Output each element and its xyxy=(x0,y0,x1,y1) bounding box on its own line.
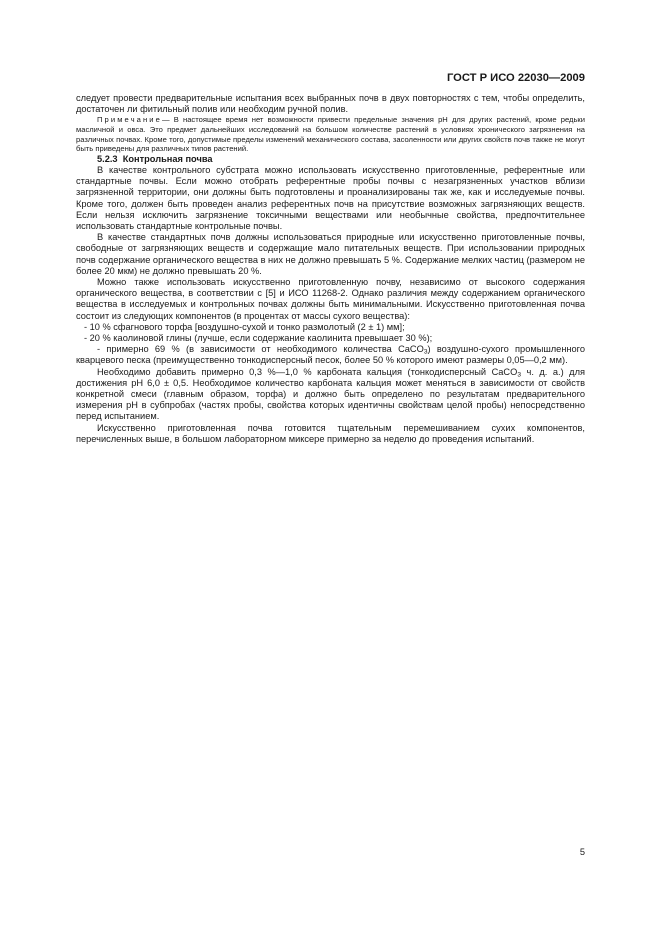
list-item: - 10 % сфагнового торфа [воздушно-сухой и тонко размолотый (2 ± 1) мм]; xyxy=(84,321,405,332)
section-heading xyxy=(76,154,585,165)
subscript: 3 xyxy=(423,348,428,356)
list-item-text: ) воздушно-сухого промышленного кварцевого песка (преимущественно тонкодисперсный песок, более 50 % которого имеют размеры 0,05—0,2 мм). xyxy=(76,344,585,366)
page-content xyxy=(76,93,585,445)
paragraph-text: ч. д. а.) для достижения рН 6,0 ± 0,5. Необходимое количество карбоната кальция может меняться в зависимости от свойств конкретной смеси (главным образом, торфа) и должно быть определено по результатам предварительного измерения рН в субпробах (частях пробы, свойства которых идентичны свойствам целой пробы) непосредственно перед испытанием. xyxy=(76,366,585,422)
note-label: Примечание xyxy=(97,115,162,125)
document-header: ГОСТ Р ИСО 22030—2009 xyxy=(446,72,585,84)
list-item: - 20 % каолиновой глины (лучше, если содержание каолинита превышает 30 %); xyxy=(84,333,433,344)
note-paragraph xyxy=(76,115,585,153)
note-text: — В настоящее время нет возможности привести предельные значения рН для других растений, кроме редьки масличной и овса. Это предмет дальнейших исследований на большом количестве растений в условиях хронического загрязнения на различных почвах. Кроме того, допустимые пределы изменений механического состава, засоленности или других свойств почв также не могут быть приведены для различных типов растений. xyxy=(76,115,585,154)
list-item xyxy=(76,344,585,366)
paragraph: Можно также использовать искусственно приготовленную почву, независимо от высокого содержания органического вещества, в соответствии с [5] и ИСО 11268-2. Однако различия между содержанием органического вещества в исследуемых и контрольных почвах должны быть минимальными. Искусственно приготовленная почва состоит из следующих компонентов (в процентах от массы сухого вещества): xyxy=(76,277,585,321)
paragraph: В качестве контрольного субстрата можно использовать искусственно приготовленные, референтные или стандартные почвы. Если можно отобрать референтные пробы почвы с незагрязненных участков вблизи загрязненной территории, они должны быть подготовлены и проанализированы так же, как и исследуемые почвы. Кроме того, должен быть проведен анализ референтных почв на присутствие возможных загрязняющих веществ. Если нельзя исключить загрязнение токсичными веществами или необычные свойства, предпочтительнее использовать стандартные контрольные почвы. xyxy=(76,164,585,231)
paragraph: Искусственно приготовленная почва готовится тщательным перемешиванием сухих компонентов, перечисленных выше, в большом лабораторном миксере примерно за неделю до проведения испытаний. xyxy=(76,422,585,444)
page-number: 5 xyxy=(579,847,585,857)
paragraph xyxy=(76,367,585,423)
paragraph: В качестве стандартных почв должны использоваться природные или искусственно приготовленные почвы, свободные от загрязняющих веществ и содержащие мало питательных веществ. При использовании природных почв содержание органического вещества в них не должно превышать 5 %. Содержание мелких частиц (размером не более 20 мкм) не должно превышать 20 %. xyxy=(76,232,585,276)
section-number: 5.2.3 xyxy=(97,153,118,164)
subscript: 3 xyxy=(517,371,521,379)
section-title: Контрольная почва xyxy=(122,153,213,164)
paragraph-text: Необходимо добавить примерно 0,3 %—1,0 % карбоната кальция (тонкодисперсный CaCO xyxy=(97,366,518,377)
intro-paragraph: следует провести предварительные испытания всех выбранных почв в двух повторностях с тем, чтобы определить, достаточен ли фитильный полив или необходим ручной полив. xyxy=(76,93,585,115)
list-item-text: - примерно 69 % (в зависимости от необходимого количества CaCO xyxy=(97,344,424,355)
